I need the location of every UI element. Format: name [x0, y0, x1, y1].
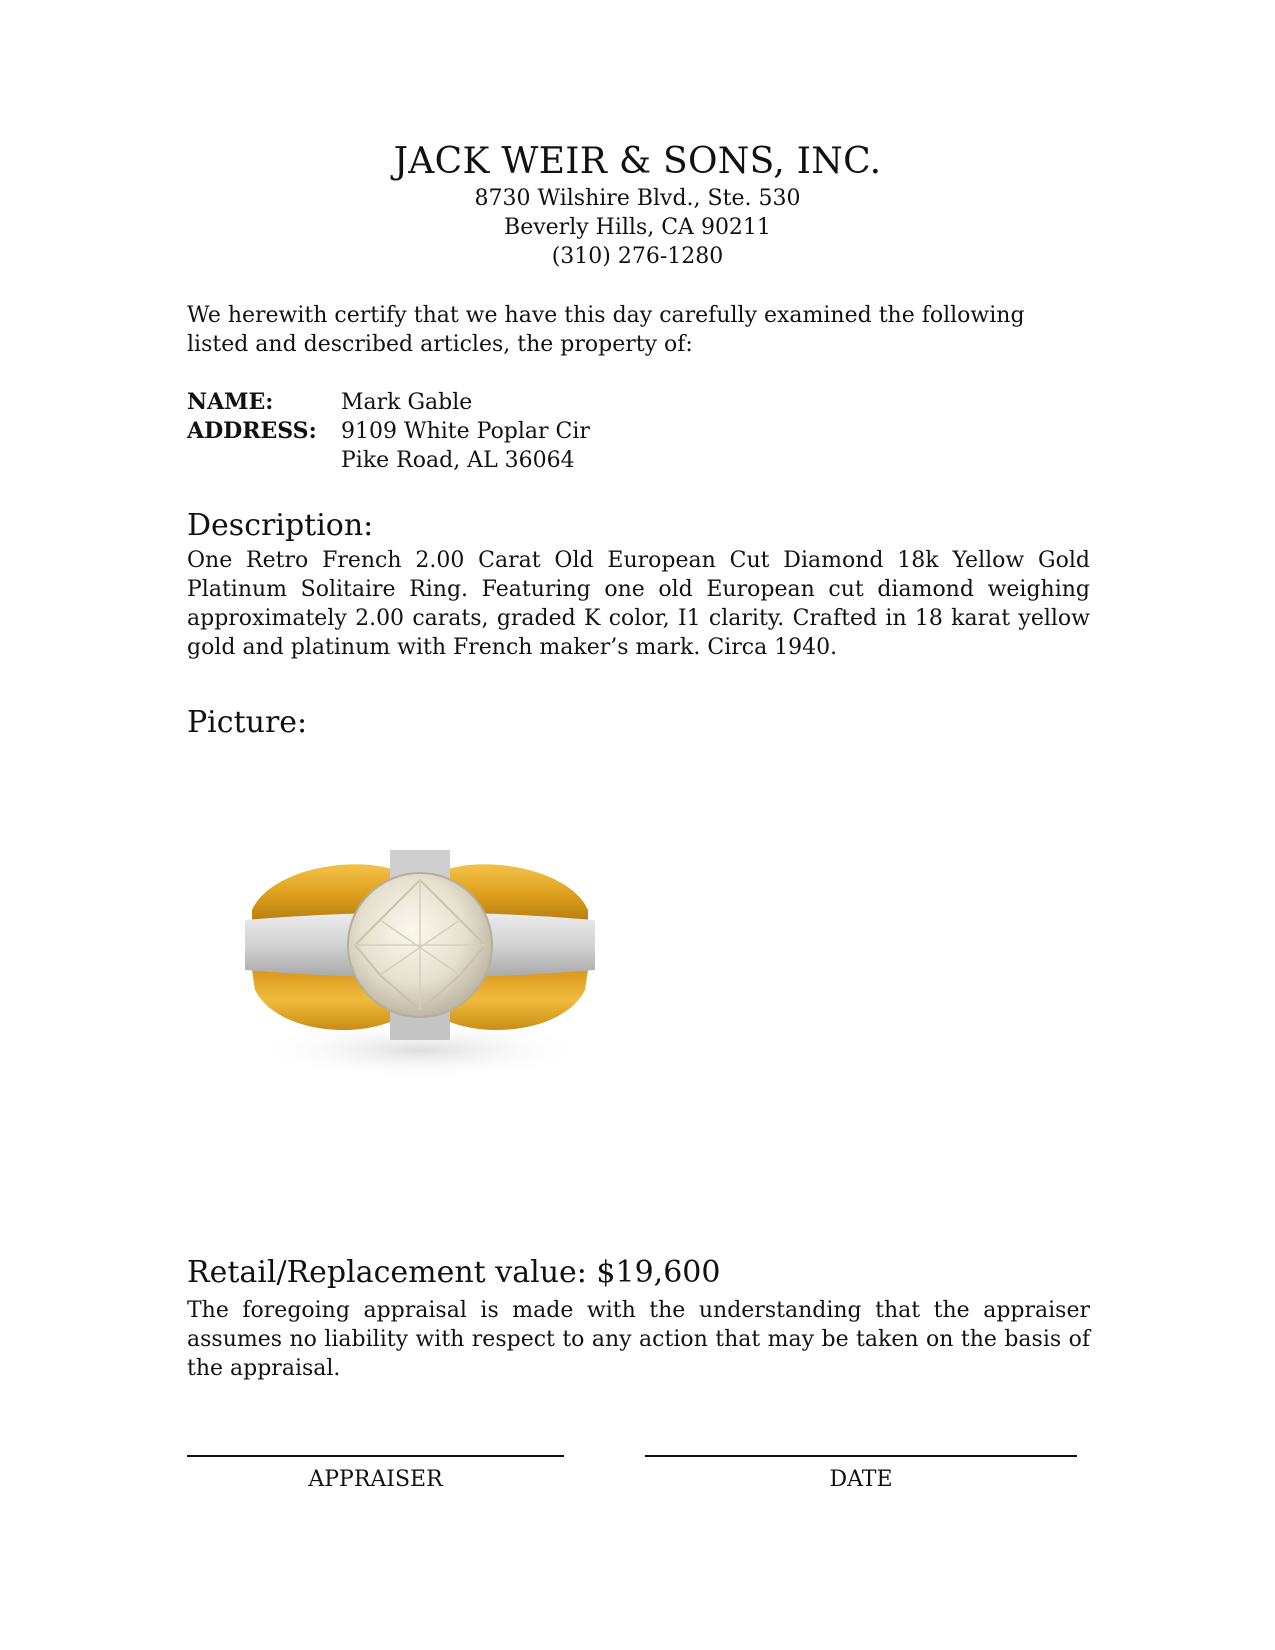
appraiser-signature-line	[187, 1455, 564, 1457]
address-label: ADDRESS:	[187, 418, 317, 444]
owner-address-row-2	[187, 446, 1090, 475]
appraiser-label: APPRAISER	[308, 1467, 443, 1492]
picture-heading: Picture:	[187, 705, 308, 740]
owner-address-line-1: 9109 White Poplar Cir	[341, 419, 590, 444]
company-address-line-1: 8730 Wilshire Blvd., Ste. 530	[474, 186, 801, 211]
owner-address-line-2: Pike Road, AL 36064	[341, 448, 575, 473]
date-signature	[645, 1455, 1077, 1492]
company-address-line-2: Beverly Hills, CA 90211	[504, 215, 771, 240]
liability-disclaimer: The foregoing appraisal is made with the understanding that the appraiser assumes no liability with respect to any action that may be taken on the basis of the appraisal.	[187, 1298, 1090, 1381]
owner-address-row	[187, 417, 1090, 446]
name-label: NAME:	[187, 389, 274, 415]
date-label: DATE	[829, 1467, 893, 1492]
description-text: One Retro French 2.00 Carat Old European Cut Diamond 18k Yellow Gold Platinum Solitaire Ring. Featuring one old European cut diamond weighing approximately 2.00 carats, graded K color, I1 clarity. Crafted in 18 karat yellow gold and platinum with French maker’s mark. Circa 1940.	[187, 548, 1090, 660]
ring-photo	[230, 850, 610, 1120]
company-phone: (310) 276-1280	[551, 244, 724, 269]
valuation-heading: Retail/Replacement value: $19,600	[187, 1255, 721, 1290]
company-name: JACK WEIR & SONS, INC.	[393, 141, 882, 182]
description-heading: Description:	[187, 508, 374, 543]
date-signature-line	[645, 1455, 1077, 1457]
owner-details	[187, 388, 1090, 475]
address-label-spacer	[187, 446, 341, 475]
letterhead	[0, 140, 1275, 271]
appraiser-signature	[187, 1455, 564, 1492]
owner-name-row	[187, 388, 1090, 417]
owner-name: Mark Gable	[341, 390, 473, 415]
ring-illustration	[230, 850, 610, 1120]
certification-statement: We herewith certify that we have this day carefully examined the following listed and described articles, the property of:	[187, 303, 1025, 357]
